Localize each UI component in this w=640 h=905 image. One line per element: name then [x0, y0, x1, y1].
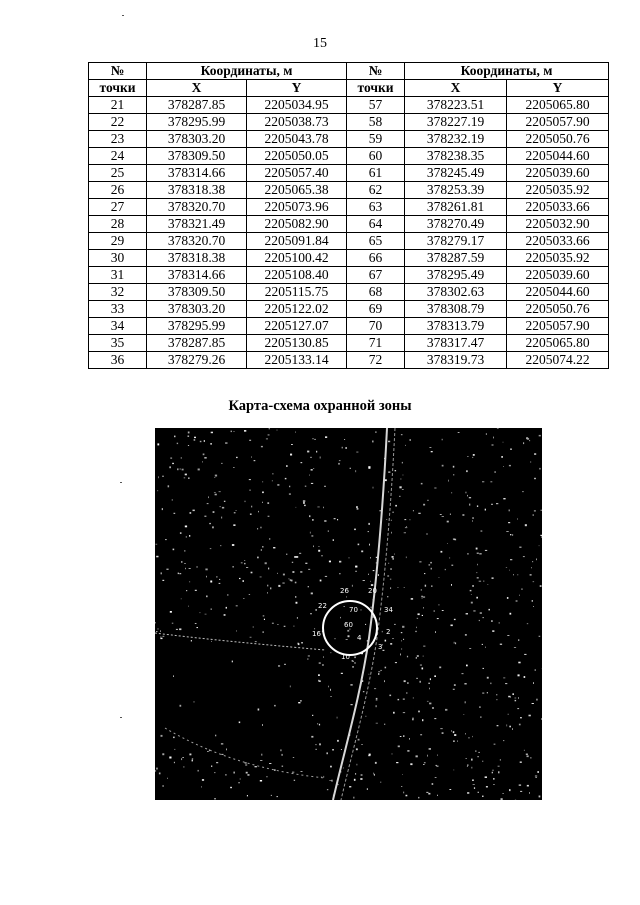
map-point-label: 10 [341, 653, 350, 661]
y-column-header: Y [507, 80, 609, 97]
x-coordinate-cell: 378227.19 [405, 114, 507, 131]
x-coordinate-cell: 378303.20 [147, 131, 247, 148]
y-coordinate-cell: 2205127.07 [247, 318, 347, 335]
point-number-cell: 21 [89, 97, 147, 114]
point-number-cell: 23 [89, 131, 147, 148]
map-point-label: 16 [312, 630, 321, 638]
point-number-header: № [89, 63, 147, 80]
y-coordinate-cell: 2205130.85 [247, 335, 347, 352]
point-number-cell: 27 [89, 199, 147, 216]
table-row [89, 335, 609, 352]
y-coordinate-cell: 2205057.90 [507, 318, 609, 335]
point-number-cell: 28 [89, 216, 147, 233]
x-coordinate-cell: 378314.66 [147, 165, 247, 182]
map-point-label: 22 [318, 602, 327, 610]
y-coordinate-cell: 2205065.80 [507, 97, 609, 114]
y-coordinate-cell: 2205050.76 [507, 131, 609, 148]
point-number-cell: 60 [347, 148, 405, 165]
point-number-cell: 68 [347, 284, 405, 301]
point-number-cell: 31 [89, 267, 147, 284]
protection-zone-map [155, 428, 542, 800]
y-coordinate-cell: 2205039.60 [507, 165, 609, 182]
map-point-label: 70 [349, 606, 358, 614]
point-number-cell: 62 [347, 182, 405, 199]
point-number-cell: 69 [347, 301, 405, 318]
point-number-cell: 36 [89, 352, 147, 369]
x-coordinate-cell: 378287.59 [405, 250, 507, 267]
x-coordinate-cell: 378308.79 [405, 301, 507, 318]
x-coordinate-cell: 378295.99 [147, 318, 247, 335]
point-number-cell: 66 [347, 250, 405, 267]
map-point-label: 3 [378, 643, 383, 651]
y-coordinate-cell: 2205082.90 [247, 216, 347, 233]
table-row [89, 97, 609, 114]
y-coordinate-cell: 2205038.73 [247, 114, 347, 131]
x-coordinate-cell: 378318.38 [147, 250, 247, 267]
y-coordinate-cell: 2205057.40 [247, 165, 347, 182]
y-coordinate-cell: 2205108.40 [247, 267, 347, 284]
coordinates-header: Координаты, м [405, 63, 609, 80]
map-point-label: 4 [357, 634, 362, 642]
table-row [89, 301, 609, 318]
point-number-cell: 25 [89, 165, 147, 182]
map-title: Карта-схема охранной зоны [228, 398, 412, 414]
point-number-cell: 33 [89, 301, 147, 318]
table-row [89, 233, 609, 250]
table-row [89, 182, 609, 199]
x-coordinate-cell: 378261.81 [405, 199, 507, 216]
table-row [89, 250, 609, 267]
point-number-cell: 26 [89, 182, 147, 199]
point-number-cell: 24 [89, 148, 147, 165]
x-coordinate-cell: 378223.51 [405, 97, 507, 114]
point-number-cell: 64 [347, 216, 405, 233]
x-coordinate-cell: 378320.70 [147, 199, 247, 216]
coordinates-table [88, 62, 609, 369]
y-coordinate-cell: 2205032.90 [507, 216, 609, 233]
table-row [89, 284, 609, 301]
y-coordinate-cell: 2205035.92 [507, 182, 609, 199]
x-coordinate-cell: 378295.99 [147, 114, 247, 131]
y-coordinate-cell: 2205074.22 [507, 352, 609, 369]
scan-mark [120, 482, 122, 483]
y-coordinate-cell: 2205039.60 [507, 267, 609, 284]
y-coordinate-cell: 2205065.38 [247, 182, 347, 199]
table-row [89, 267, 609, 284]
y-coordinate-cell: 2205122.02 [247, 301, 347, 318]
y-coordinate-cell: 2205034.95 [247, 97, 347, 114]
point-number-cell: 22 [89, 114, 147, 131]
point-number-cell: 63 [347, 199, 405, 216]
point-number-cell: 30 [89, 250, 147, 267]
point-number-cell: 34 [89, 318, 147, 335]
y-coordinate-cell: 2205050.05 [247, 148, 347, 165]
table-row [89, 199, 609, 216]
point-number-header: № [347, 63, 405, 80]
point-number-cell: 72 [347, 352, 405, 369]
y-coordinate-cell: 2205044.60 [507, 148, 609, 165]
x-coordinate-cell: 378302.63 [405, 284, 507, 301]
x-coordinate-cell: 378320.70 [147, 233, 247, 250]
y-coordinate-cell: 2205133.14 [247, 352, 347, 369]
point-subheader: точки [347, 80, 405, 97]
table-row [89, 352, 609, 369]
y-coordinate-cell: 2205073.96 [247, 199, 347, 216]
x-coordinate-cell: 378309.50 [147, 148, 247, 165]
point-number-cell: 59 [347, 131, 405, 148]
y-coordinate-cell: 2205033.66 [507, 199, 609, 216]
x-coordinate-cell: 378287.85 [147, 335, 247, 352]
table-row [89, 216, 609, 233]
scan-mark [122, 15, 124, 16]
coordinates-header: Координаты, м [147, 63, 347, 80]
point-subheader: точки [89, 80, 147, 97]
point-number-cell: 67 [347, 267, 405, 284]
x-coordinate-cell: 378321.49 [147, 216, 247, 233]
x-coordinate-cell: 378303.20 [147, 301, 247, 318]
x-column-header: X [405, 80, 507, 97]
x-coordinate-cell: 378238.35 [405, 148, 507, 165]
point-number-cell: 57 [347, 97, 405, 114]
map-point-label: 20 [368, 587, 377, 595]
point-number-cell: 65 [347, 233, 405, 250]
y-coordinate-cell: 2205035.92 [507, 250, 609, 267]
scan-mark [120, 717, 122, 718]
x-coordinate-cell: 378295.49 [405, 267, 507, 284]
x-coordinate-cell: 378287.85 [147, 97, 247, 114]
table-row [89, 131, 609, 148]
x-coordinate-cell: 378245.49 [405, 165, 507, 182]
y-column-header: Y [247, 80, 347, 97]
x-coordinate-cell: 378279.26 [147, 352, 247, 369]
y-coordinate-cell: 2205044.60 [507, 284, 609, 301]
table-row [89, 318, 609, 335]
x-coordinate-cell: 378253.39 [405, 182, 507, 199]
map-point-label: 60 [344, 621, 353, 629]
y-coordinate-cell: 2205050.76 [507, 301, 609, 318]
x-coordinate-cell: 378317.47 [405, 335, 507, 352]
x-coordinate-cell: 378309.50 [147, 284, 247, 301]
x-coordinate-cell: 378270.49 [405, 216, 507, 233]
point-number-cell: 61 [347, 165, 405, 182]
y-coordinate-cell: 2205057.90 [507, 114, 609, 131]
table-row [89, 165, 609, 182]
y-coordinate-cell: 2205100.42 [247, 250, 347, 267]
y-coordinate-cell: 2205043.78 [247, 131, 347, 148]
point-number-cell: 29 [89, 233, 147, 250]
page-number: 15 [313, 36, 327, 51]
point-number-cell: 71 [347, 335, 405, 352]
x-column-header: X [147, 80, 247, 97]
y-coordinate-cell: 2205115.75 [247, 284, 347, 301]
map-point-label: 26 [340, 587, 349, 595]
point-number-cell: 70 [347, 318, 405, 335]
x-coordinate-cell: 378279.17 [405, 233, 507, 250]
x-coordinate-cell: 378314.66 [147, 267, 247, 284]
map-point-label: 34 [384, 606, 393, 614]
y-coordinate-cell: 2205065.80 [507, 335, 609, 352]
point-number-cell: 32 [89, 284, 147, 301]
map-image [155, 428, 542, 800]
table-row [89, 114, 609, 131]
x-coordinate-cell: 378232.19 [405, 131, 507, 148]
x-coordinate-cell: 378319.73 [405, 352, 507, 369]
map-point-label: 2 [386, 628, 391, 636]
point-number-cell: 58 [347, 114, 405, 131]
y-coordinate-cell: 2205033.66 [507, 233, 609, 250]
x-coordinate-cell: 378313.79 [405, 318, 507, 335]
x-coordinate-cell: 378318.38 [147, 182, 247, 199]
y-coordinate-cell: 2205091.84 [247, 233, 347, 250]
table-row [89, 148, 609, 165]
point-number-cell: 35 [89, 335, 147, 352]
